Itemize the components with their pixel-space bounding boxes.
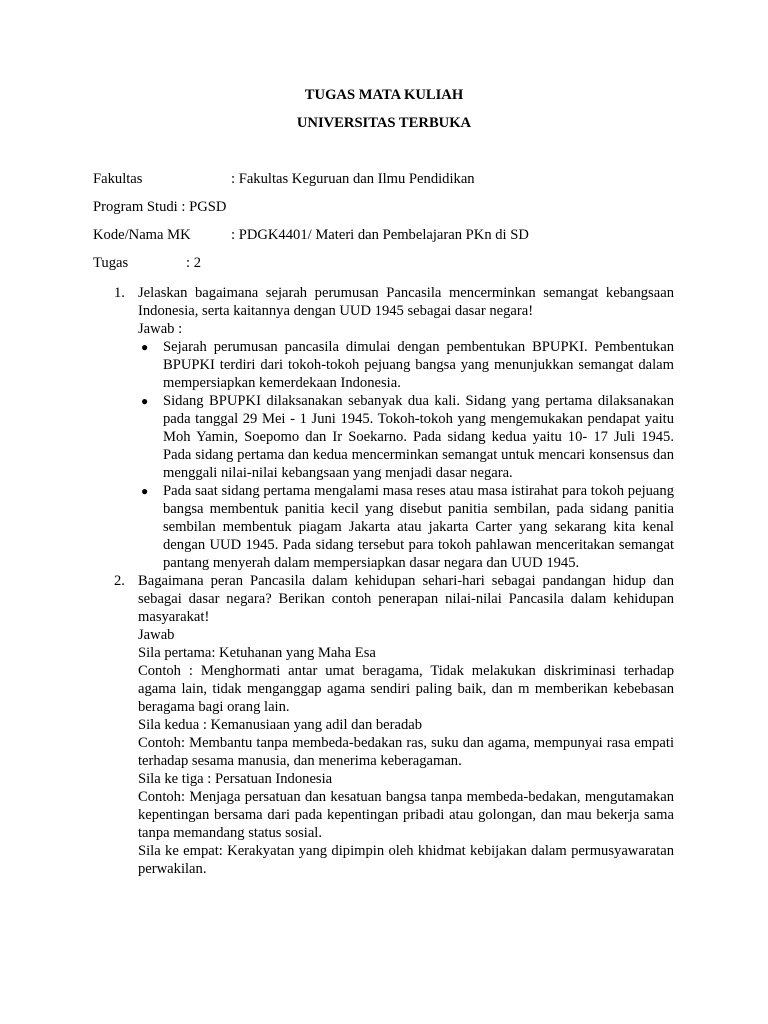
answer-bullet (138, 392, 674, 482)
question-number: 2. (114, 573, 125, 589)
answer-bullet (138, 338, 674, 392)
tugas-value: : 2 (186, 255, 201, 271)
fakultas-label: Fakultas (93, 171, 143, 187)
kode-value: : PDGK4401/ Materi dan Pembelajaran PKn di SD (231, 227, 529, 243)
answer-bullet (138, 482, 674, 572)
sila-1-title: Sila pertama: Ketuhanan yang Maha Esa (138, 645, 376, 661)
tugas-label: Tugas (93, 255, 129, 271)
question-1 (114, 284, 674, 572)
question-text: Bagaimana peran Pancasila dalam kehidupan sehari-hari sebagai pandangan hidup dan sebagai dasar negara? Berikan contoh penerapan nilai-nilai Pancasila dalam kehidupan masyarakat! (138, 573, 674, 625)
fakultas-value: : Fakultas Keguruan dan Ilmu Pendidikan (231, 171, 475, 187)
sila-3-title: Sila ke tiga : Persatuan Indonesia (138, 771, 333, 787)
sila-3-example: Contoh: Menjaga persatuan dan kesatuan bangsa tanpa membeda-bedakan, mengutamakan kepentingan bersama dari pada kepentingan pribadi atau golongan, dan mau bekerja sama tanpa memandang status sosial. (138, 789, 674, 841)
answer-label: Jawab : (138, 321, 183, 337)
answer-label: Jawab (138, 627, 175, 643)
kode-label: Kode/Nama MK (93, 227, 191, 243)
sila-4-title: Sila ke empat: Kerakyatan yang dipimpin oleh khidmat kebijakan dalam permusyawaratan perwakilan. (138, 843, 674, 877)
question-text: Jelaskan bagaimana sejarah perumusan Pancasila mencerminkan semangat kebangsaan Indonesia, serta kaitannya dengan UUD 1945 sebagai dasar negara! (138, 285, 674, 319)
bullet-icon: ● (141, 484, 149, 498)
question-2 (114, 572, 674, 878)
bullet-icon: ● (141, 340, 149, 354)
title-line-2: UNIVERSITAS TERBUKA (296, 115, 472, 131)
sila-2-title: Sila kedua : Kemanusiaan yang adil dan beradab (138, 717, 423, 733)
question-number: 1. (114, 285, 125, 301)
prodi-field: Program Studi : PGSD (93, 199, 227, 215)
bullet-icon: ● (141, 394, 149, 408)
bullet-text: Pada saat sidang pertama mengalami masa reses atau masa istirahat para tokoh pejuang bangsa membentuk panitia kecil yang disebut panitia sembilan, pada sidang panitia sembilan membentuk piagam Jakarta atau jakarta Carter yang sekarang kita kenal dengan UUD 1945. Pada sidang tersebut para tokoh pahlawan menceritakan semangat pantang menyerah dalam mempersiapkan dasar negara dan UUD 1945. (163, 483, 674, 571)
sila-1-example: Contoh : Menghormati antar umat beragama, Tidak melakukan diskriminasi terhadap agama lain, tidak menganggap agama sendiri paling baik, dan m memberikan kebebasan beragama bagi orang lain. (138, 663, 674, 715)
question-list (114, 284, 674, 878)
bullet-text: Sejarah perumusan pancasila dimulai dengan pembentukan BPUPKI. Pembentukan BPUPKI terdiri dari tokoh-tokoh pejuang bangsa yang menunjukkan semangat dalam mempersiapkan kemerdekaan Indonesia. (163, 339, 674, 391)
title-line-1: TUGAS MATA KULIAH (304, 87, 464, 103)
sila-2-example: Contoh: Membantu tanpa membeda-bedakan ras, suku dan agama, mempunyai rasa empati terhadap sesama manusia, dan menerima keberagaman. (138, 735, 674, 769)
bullet-text: Sidang BPUPKI dilaksanakan sebanyak dua kali. Sidang yang pertama dilaksanakan pada tanggal 29 Mei - 1 Juni 1945. Tokoh-tokoh yang mengemukakan pendapat yaitu Moh Yamin, Soepomo dan Ir Soekarno. Pada sidang kedua yaitu 10- 17 Juli 1945. Pada sidang pertama dan kedua mencerminkan semangat untuk mencari konsensus dan menggali nilai-nilai kebangsaan yang menjadi dasar negara. (163, 393, 674, 481)
